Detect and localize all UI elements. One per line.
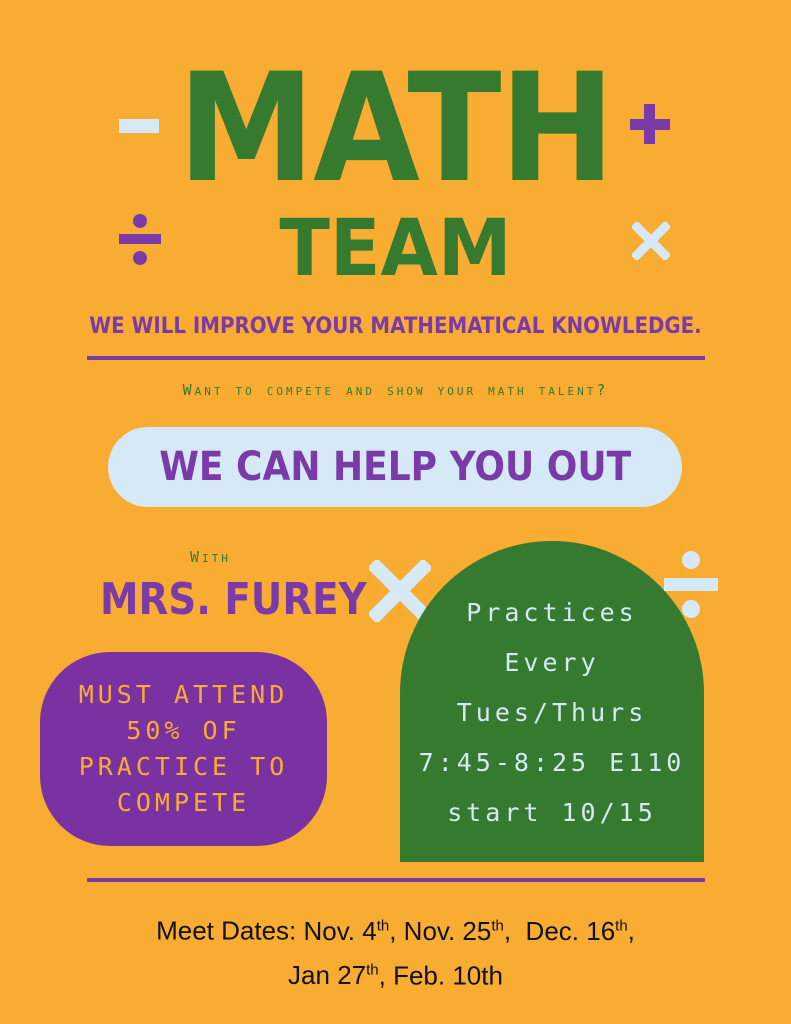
requirement-line: PRACTICE TO [78,752,289,781]
requirement-line: COMPETE [116,788,251,817]
practice-schedule-text [400,588,704,838]
requirement-line: 50% OF [126,716,241,745]
meet-dates-line-2: Jan 27th, Feb. 10th [288,960,503,991]
meet-dates-label: Meet Dates: [156,915,297,946]
schedule-line: start 10/15 [447,798,657,827]
attendance-requirement-box [40,652,327,846]
schedule-line: Every [504,648,600,677]
callout-pill [108,427,682,507]
meet-date: Nov. 25th [403,915,504,946]
poster-subtitle: TEAM [279,204,512,294]
meet-dates [0,906,791,995]
meet-dates-line-1: Meet Dates: Nov. 4th, Nov. 25th, Dec. 16th, [156,915,635,946]
requirement-line: MUST ATTEND [78,680,289,709]
poster-title: MATH [177,42,614,216]
meet-date: Feb. 10th [393,960,503,991]
divider-top [87,356,705,360]
divider-bottom [87,878,705,882]
divide-icon [664,551,718,621]
tagline: WE WILL IMPROVE YOUR MATHEMATICAL KNOWLEDGE. [89,314,702,339]
teacher-name: MRS. FUREY [100,574,367,625]
meet-date: Nov. 4th [303,915,390,946]
meet-date: Jan 27th [288,960,379,991]
with-label: With [190,548,231,566]
schedule-line: 7:45-8:25 E110 [418,748,686,777]
callout-text: WE CAN HELP YOU OUT [159,444,631,490]
schedule-line: Tues/Thurs [456,698,648,727]
question-text: Want to compete and show your math talent? [182,381,609,399]
schedule-line: Practices [466,598,638,627]
meet-date: Dec. 16th [525,915,628,946]
